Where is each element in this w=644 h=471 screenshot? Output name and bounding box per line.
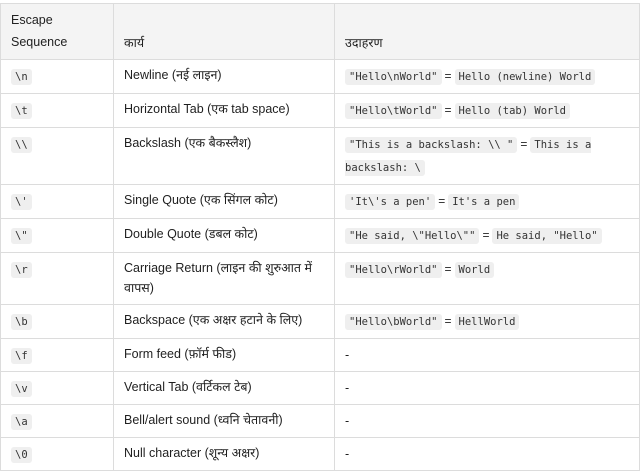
sequence-code: \" — [11, 228, 32, 244]
example-empty: - — [345, 414, 350, 428]
table-row — [1, 305, 640, 339]
function-cell: Null character (शून्य अक्षर) — [114, 438, 335, 471]
function-cell: Backslash (एक बैकस्लैश) — [114, 128, 335, 185]
sequence-code: \b — [11, 314, 32, 330]
sequence-cell — [1, 372, 114, 405]
sequence-cell — [1, 128, 114, 185]
equals-sign: = — [520, 137, 528, 151]
example-cell — [335, 339, 640, 372]
table-row — [1, 219, 640, 253]
equals-sign: = — [444, 103, 452, 117]
example-input: "This is a backslash: \\ " — [345, 137, 517, 153]
table-row — [1, 438, 640, 471]
example-input: 'It\'s a pen' — [345, 194, 435, 210]
equals-sign: = — [444, 314, 452, 328]
sequence-cell — [1, 94, 114, 128]
sequence-cell — [1, 405, 114, 438]
sequence-code: \\ — [11, 137, 32, 153]
sequence-cell — [1, 60, 114, 94]
example-cell — [335, 372, 640, 405]
sequence-cell — [1, 438, 114, 471]
example-cell — [335, 405, 640, 438]
sequence-code: \n — [11, 69, 32, 85]
example-output: HellWorld — [455, 314, 520, 330]
example-output: He said, "Hello" — [492, 228, 601, 244]
equals-sign: = — [444, 69, 452, 83]
example-output: This is a backslash: \ — [345, 139, 592, 174]
example-output: It's a pen — [448, 194, 519, 210]
example-output: Hello (newline) World — [455, 69, 596, 85]
sequence-cell — [1, 339, 114, 372]
example-cell — [335, 438, 640, 471]
example-cell — [335, 128, 640, 185]
example-output: Hello (tab) World — [455, 103, 570, 119]
example-empty: - — [345, 348, 350, 362]
example-input: "Hello\nWorld" — [345, 69, 442, 85]
table-header-row — [1, 4, 640, 60]
function-cell: Carriage Return (लाइन की शुरुआत में वापस) — [114, 253, 335, 305]
sequence-cell — [1, 185, 114, 219]
example-input: "Hello\tWorld" — [345, 103, 442, 119]
function-cell: Bell/alert sound (ध्वनि चेतावनी) — [114, 405, 335, 438]
example-input: "He said, \"Hello\"" — [345, 228, 479, 244]
function-cell: Vertical Tab (वर्टिकल टेब) — [114, 372, 335, 405]
sequence-cell — [1, 305, 114, 339]
equals-sign: = — [438, 194, 446, 208]
sequence-code: \r — [11, 262, 32, 278]
function-cell: Newline (नई लाइन) — [114, 60, 335, 94]
function-cell: Single Quote (एक सिंगल कोट) — [114, 185, 335, 219]
example-empty: - — [345, 447, 350, 461]
table-row — [1, 128, 640, 185]
example-cell — [335, 253, 640, 305]
escape-sequence-table — [0, 3, 640, 471]
sequence-code: \a — [11, 414, 32, 430]
table-row — [1, 94, 640, 128]
equals-sign: = — [444, 262, 452, 276]
table-row — [1, 372, 640, 405]
example-cell — [335, 185, 640, 219]
function-cell: Horizontal Tab (एक tab space) — [114, 94, 335, 128]
example-cell — [335, 219, 640, 253]
sequence-code: \f — [11, 348, 32, 364]
sequence-code: \t — [11, 103, 32, 119]
equals-sign: = — [482, 228, 490, 242]
example-cell — [335, 94, 640, 128]
table-row — [1, 60, 640, 94]
example-empty: - — [345, 381, 350, 395]
function-cell: Double Quote (डबल कोट) — [114, 219, 335, 253]
example-cell — [335, 60, 640, 94]
example-input: "Hello\rWorld" — [345, 262, 442, 278]
header-escape-sequence — [1, 4, 114, 60]
function-cell: Form feed (फ़ॉर्म फीड) — [114, 339, 335, 372]
table-row — [1, 405, 640, 438]
header-escape-line2: Sequence — [11, 35, 68, 49]
example-output: World — [455, 262, 495, 278]
sequence-code: \0 — [11, 447, 32, 463]
sequence-cell — [1, 219, 114, 253]
table-row — [1, 185, 640, 219]
header-example: उदाहरण — [335, 4, 640, 60]
table-row — [1, 339, 640, 372]
sequence-code: \' — [11, 194, 32, 210]
header-escape-line1: Escape — [11, 13, 53, 27]
sequence-code: \v — [11, 381, 32, 397]
table-row — [1, 253, 640, 305]
function-cell: Backspace (एक अक्षर हटाने के लिए) — [114, 305, 335, 339]
header-function: कार्य — [114, 4, 335, 60]
example-cell — [335, 305, 640, 339]
example-input: "Hello\bWorld" — [345, 314, 442, 330]
sequence-cell — [1, 253, 114, 305]
